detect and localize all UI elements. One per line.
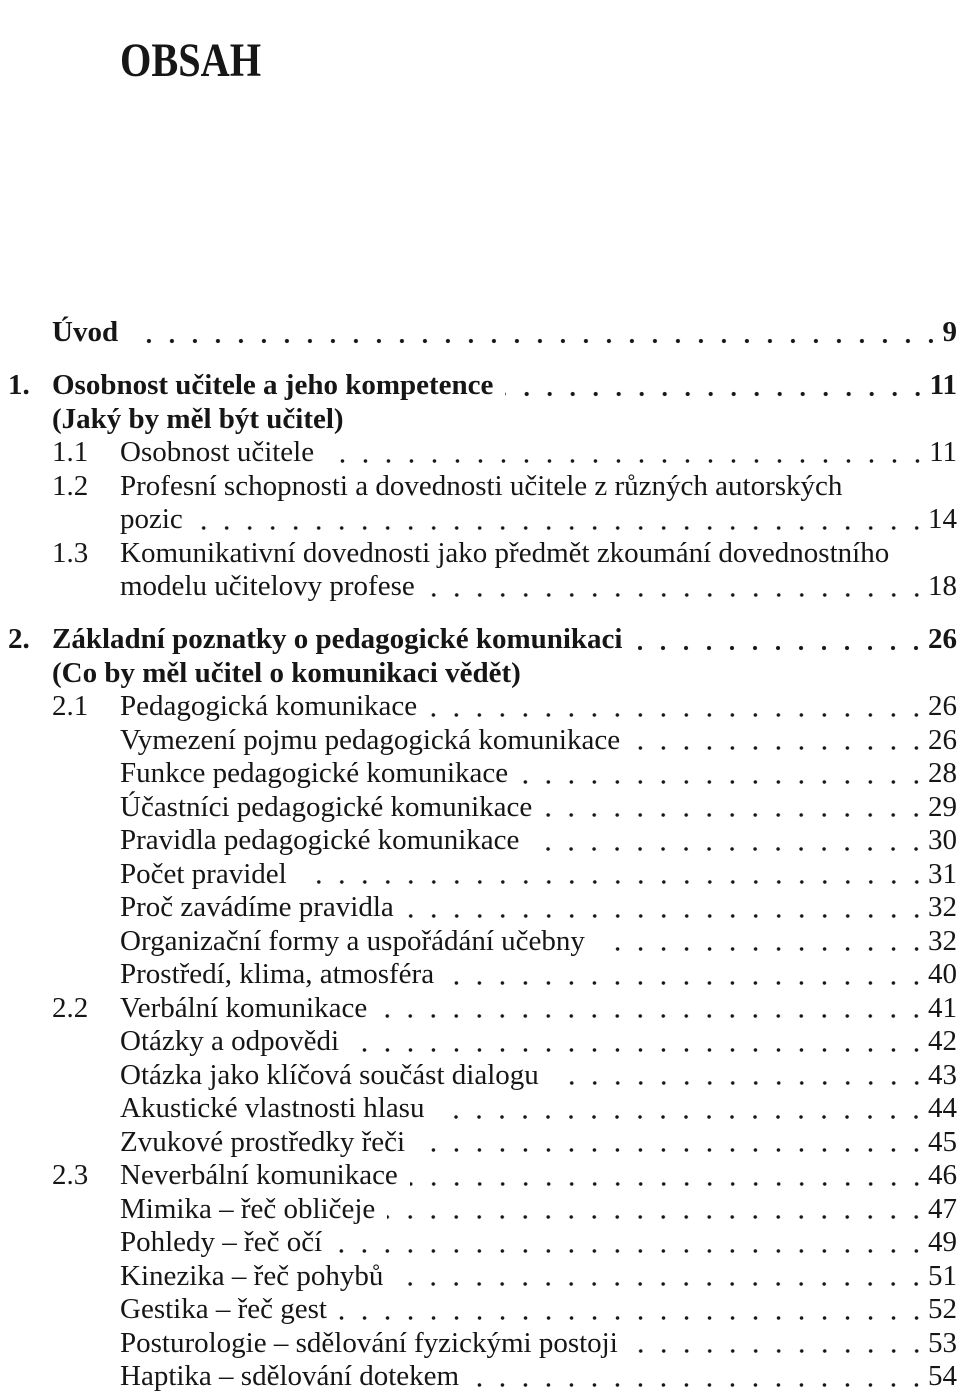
dot-leader — [632, 724, 928, 758]
page-number: 54 — [928, 1360, 957, 1392]
dot-leader — [429, 690, 928, 724]
toc-entry-section — [0, 570, 957, 604]
page-number: 9 — [942, 316, 957, 348]
item-title: Počet pravidel — [120, 857, 287, 890]
page-number: 40 — [928, 958, 957, 990]
dot-leader — [551, 1059, 928, 1093]
toc-entry-item — [0, 925, 957, 959]
item-title: Akustické vlastnosti hlasu — [120, 1092, 425, 1124]
toc-entry-section — [0, 1159, 957, 1193]
page-number: 31 — [928, 857, 957, 890]
toc-entry-item — [0, 1226, 957, 1260]
page-number: 43 — [928, 1058, 957, 1091]
toc-entry-chapter-subtitle — [0, 403, 957, 437]
page-number: 47 — [928, 1192, 957, 1225]
dot-leader — [406, 891, 928, 925]
item-title: Proč zavádíme pravidla — [120, 891, 394, 923]
page-number: 53 — [928, 1326, 957, 1359]
item-title: Otázky a odpovědi — [120, 1025, 340, 1057]
page-number: 52 — [928, 1293, 957, 1325]
page-number: 26 — [928, 690, 957, 722]
dot-leader — [634, 623, 928, 657]
toc-entry-item — [0, 1092, 957, 1126]
dot-leader — [597, 925, 928, 959]
page-number: 51 — [928, 1259, 957, 1292]
item-title: Otázka jako klíčová součást dialogu — [120, 1058, 539, 1091]
page-number: 30 — [928, 824, 957, 856]
toc-entry-item — [0, 958, 957, 992]
dot-leader — [326, 436, 929, 470]
toc-entry-item — [0, 1360, 957, 1394]
dot-leader — [471, 1360, 928, 1394]
dot-leader — [334, 1226, 928, 1260]
page-number: 29 — [928, 790, 957, 823]
chapter-title: Základní poznatky o pedagogické komunikaci — [52, 623, 623, 655]
section-title: Osobnost učitele — [120, 436, 315, 468]
page-number: 32 — [928, 891, 957, 923]
page-number: 11 — [929, 369, 957, 401]
item-title: Gestika – řeč gest — [120, 1293, 327, 1325]
item-title: Účastníci pedagogické komunikace — [120, 790, 533, 823]
toc-entry-chapter-subtitle — [0, 657, 957, 691]
section-title: modelu učitelovy profese — [120, 570, 415, 602]
page-number: 26 — [928, 723, 957, 756]
item-title: Mimika – řeč obličeje — [120, 1192, 376, 1225]
toc-entry-item — [0, 858, 957, 892]
page-number: 28 — [928, 757, 957, 789]
item-title: Zvukové prostředky řeči — [120, 1125, 406, 1158]
item-title: Haptika – sdělování dotekem — [120, 1360, 460, 1392]
dot-leader — [387, 1193, 928, 1227]
page-number: 32 — [928, 924, 957, 957]
toc-entry-item — [0, 791, 957, 825]
table-of-contents — [0, 316, 957, 1394]
section-title: pozic — [120, 503, 183, 535]
dot-leader — [130, 316, 942, 350]
dot-leader — [427, 570, 928, 604]
toc-entry-item — [0, 724, 957, 758]
toc-entry-chapter — [0, 623, 957, 657]
dot-leader — [351, 1025, 928, 1059]
toc-entry-item — [0, 891, 957, 925]
page-number: 49 — [928, 1226, 957, 1258]
chapter-subtitle: (Co by měl učitel o komunikaci vědět) — [52, 656, 521, 689]
dot-leader — [339, 1293, 928, 1327]
item-title: Pravidla pedagogické komunikace — [120, 824, 520, 856]
dot-leader — [379, 992, 928, 1026]
section-number: 1.2 — [52, 469, 89, 502]
item-title: Posturologie – sdělování fyzickými postoji — [120, 1326, 618, 1359]
toc-entry-item — [0, 1126, 957, 1160]
item-title: Kinezika – řeč pohybů — [120, 1259, 384, 1292]
page-title: OBSAH — [120, 34, 262, 87]
section-number: 1.3 — [52, 536, 89, 569]
dot-leader — [436, 1092, 928, 1126]
toc-entry-item — [0, 1059, 957, 1093]
toc-entry-section — [0, 436, 957, 470]
section-title: Neverbální komunikace — [120, 1159, 398, 1191]
toc-entry-section — [0, 690, 957, 724]
dot-leader — [630, 1327, 928, 1361]
toc-entry-item — [0, 1260, 957, 1294]
page-number: 14 — [928, 503, 957, 535]
section-title: Komunikativní dovednosti jako předmět zkoumání dovednostního — [120, 536, 890, 569]
page-number: 42 — [928, 1025, 957, 1057]
dot-leader — [531, 824, 928, 858]
chapter-number: 2. — [8, 623, 30, 655]
page-number: 46 — [928, 1159, 957, 1191]
dot-leader — [410, 1159, 928, 1193]
page-number: 26 — [928, 623, 957, 655]
dot-leader — [544, 791, 928, 825]
toc-entry-section — [0, 470, 957, 504]
item-title: Pohledy – řeč očí — [120, 1226, 323, 1258]
toc-entry-item — [0, 1193, 957, 1227]
item-title: Funkce pedagogické komunikace — [120, 757, 509, 789]
toc-entry-section — [0, 992, 957, 1026]
section-number: 2.1 — [52, 690, 89, 722]
toc-entry-section — [0, 537, 957, 571]
chapter-subtitle: (Jaký by měl být učitel) — [52, 402, 344, 435]
toc-entry-item — [0, 757, 957, 791]
item-title: Vymezení pojmu pedagogická komunikace — [120, 723, 621, 756]
dot-leader — [299, 858, 928, 892]
toc-entry-intro — [0, 316, 957, 350]
section-title: Pedagogická komunikace — [120, 690, 418, 722]
section-number: 2.2 — [52, 991, 89, 1024]
dot-leader — [195, 503, 928, 537]
chapter-title: Osobnost učitele a jeho kompetence — [52, 369, 494, 401]
dot-leader — [417, 1126, 928, 1160]
page-number: 45 — [928, 1125, 957, 1158]
toc-entry-item — [0, 1025, 957, 1059]
section-title: Verbální komunikace — [120, 991, 368, 1024]
section-number: 1.1 — [52, 436, 89, 468]
page-number: 41 — [928, 991, 957, 1024]
chapter-number: 1. — [8, 369, 30, 401]
toc-entry-section — [0, 503, 957, 537]
entry-title: Úvod — [52, 316, 119, 348]
dot-leader — [395, 1260, 928, 1294]
page-number: 44 — [928, 1092, 957, 1124]
item-title: Prostředí, klima, atmosféra — [120, 958, 435, 990]
toc-entry-item — [0, 1327, 957, 1361]
toc-entry-item — [0, 824, 957, 858]
toc-entry-item — [0, 1293, 957, 1327]
section-title: Profesní schopnosti a dovednosti učitele z různých autorských — [120, 469, 843, 502]
section-number: 2.3 — [52, 1159, 89, 1191]
dot-leader — [446, 958, 928, 992]
page-number: 18 — [928, 570, 957, 602]
toc-entry-chapter — [0, 369, 957, 403]
dot-leader — [520, 757, 928, 791]
item-title: Organizační formy a uspořádání učebny — [120, 924, 585, 957]
dot-leader — [505, 369, 929, 403]
page-number: 11 — [929, 436, 957, 468]
